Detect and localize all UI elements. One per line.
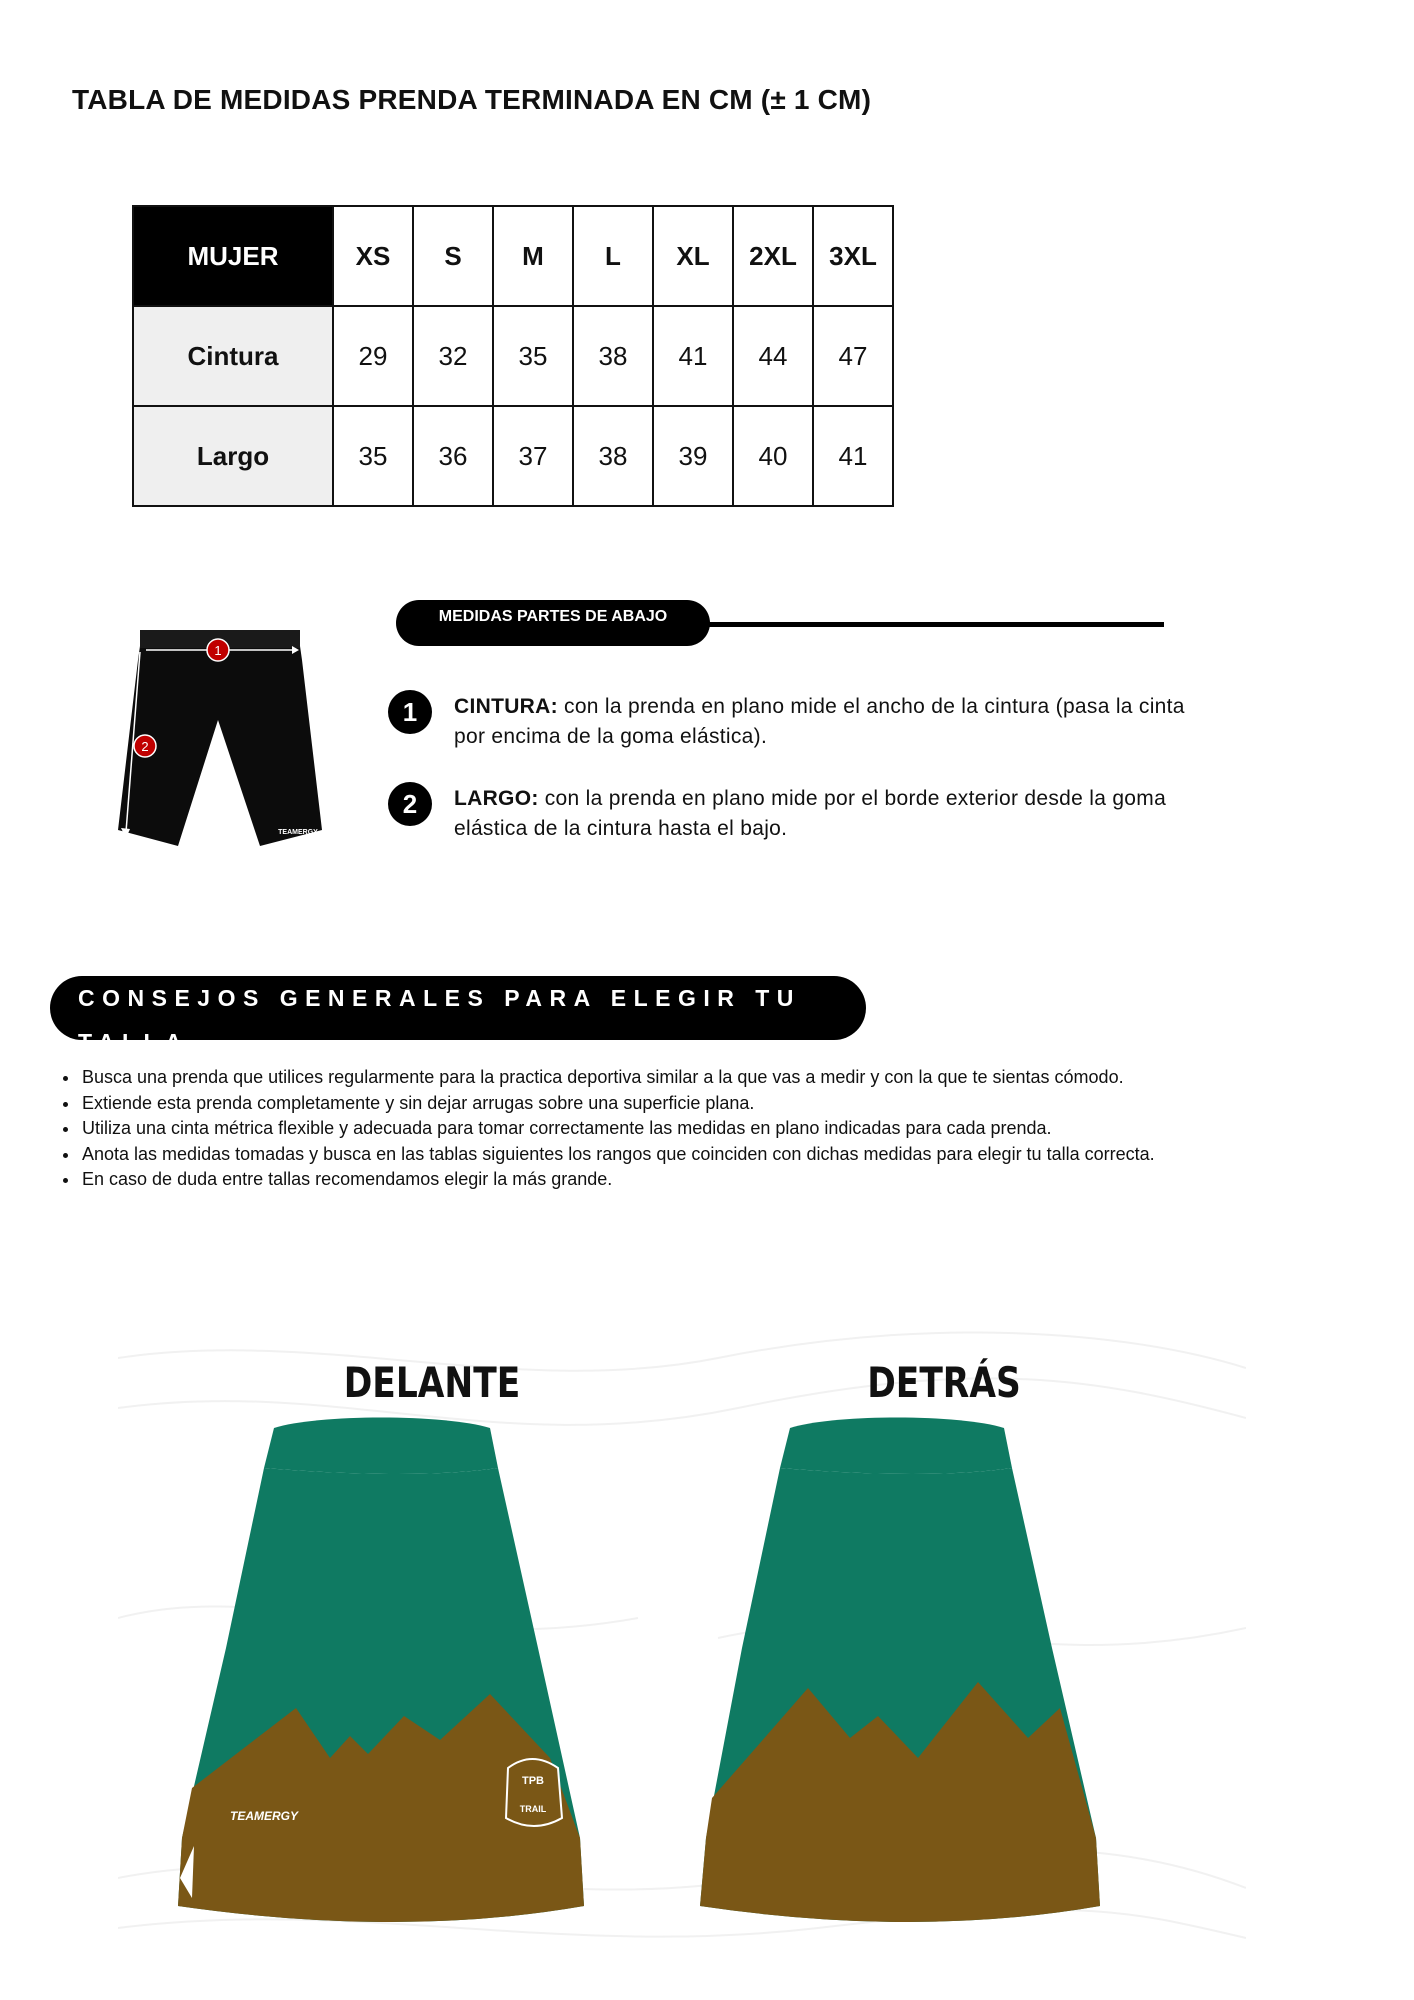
artwork-background bbox=[118, 1318, 1246, 1964]
row-label-largo: Largo bbox=[133, 406, 333, 506]
table-cell: 35 bbox=[333, 406, 413, 506]
badge-top-text: TPB bbox=[522, 1775, 544, 1787]
skirt-artwork bbox=[118, 1318, 1246, 1964]
back-label: DETRÁS bbox=[867, 1358, 1021, 1407]
table-cell: 38 bbox=[573, 406, 653, 506]
row-label-cintura: Cintura bbox=[133, 306, 333, 406]
badge-bottom-text: TRAIL bbox=[519, 1804, 547, 1814]
size-3xl: 3XL bbox=[813, 206, 893, 306]
shorts-brand-logo: TEAMERGY bbox=[278, 829, 318, 836]
front-brand-logo: TEAMERGY bbox=[230, 1809, 299, 1823]
size-s: S bbox=[413, 206, 493, 306]
marker-2-label: 2 bbox=[141, 739, 149, 754]
step-number-2: 2 bbox=[388, 782, 432, 826]
size-xs: XS bbox=[333, 206, 413, 306]
table-cell: 41 bbox=[813, 406, 893, 506]
size-2xl: 2XL bbox=[733, 206, 813, 306]
page-title: TABLA DE MEDIDAS PRENDA TERMINADA EN CM (± 1 CM) bbox=[72, 84, 872, 115]
table-cell: 37 bbox=[493, 406, 573, 506]
size-m: M bbox=[493, 206, 573, 306]
list-item: • Anota las medidas tomadas y busca en las tablas siguientes los rangos que coinciden con dichas medidas para elegir tu talla correcta. bbox=[80, 1142, 1155, 1168]
size-table bbox=[132, 205, 894, 507]
marker-1-label: 1 bbox=[214, 643, 222, 658]
table-cell: 32 bbox=[413, 306, 493, 406]
table-cell: 36 bbox=[413, 406, 493, 506]
trail-badge-icon bbox=[506, 1759, 562, 1826]
front-waistband bbox=[264, 1418, 498, 1475]
table-row bbox=[133, 306, 893, 406]
table-cell: 40 bbox=[733, 406, 813, 506]
table-cell: 39 bbox=[653, 406, 733, 506]
gender-header: MUJER bbox=[133, 206, 333, 306]
measures-section-title: MEDIDAS PARTES DE ABAJO bbox=[396, 600, 710, 646]
table-row bbox=[133, 406, 893, 506]
step-2-label: LARGO: bbox=[454, 787, 539, 810]
step-2-description: con la prenda en plano mide por el borde exterior desde la goma elástica de la cintura hasta el bajo. bbox=[454, 787, 1167, 840]
table-cell: 41 bbox=[653, 306, 733, 406]
table-cell: 44 bbox=[733, 306, 813, 406]
step-1-label: CINTURA: bbox=[454, 695, 558, 718]
size-l: L bbox=[573, 206, 653, 306]
step-number-1: 1 bbox=[388, 690, 432, 734]
table-cell: 29 bbox=[333, 306, 413, 406]
back-skirt bbox=[700, 1418, 1100, 1923]
list-item: • En caso de duda entre tallas recomendamos elegir la más grande. bbox=[80, 1167, 1155, 1193]
size-header-row bbox=[133, 206, 893, 306]
shorts-diagram bbox=[110, 620, 330, 860]
step-2-text bbox=[454, 784, 1214, 844]
length-arrow-head bbox=[121, 828, 130, 838]
section-divider-line bbox=[700, 622, 1164, 627]
list-item: • Busca una prenda que utilices regularmente para la practica deportiva similar a la que vas a medir y con la que te sientas cómodo. bbox=[80, 1065, 1155, 1091]
tips-list bbox=[54, 1065, 1155, 1193]
step-1-text bbox=[454, 692, 1214, 752]
back-waistband bbox=[780, 1418, 1012, 1475]
front-label: DELANTE bbox=[343, 1358, 521, 1407]
list-item: • Extiende esta prenda completamente y sin dejar arrugas sobre una superficie plana. bbox=[80, 1091, 1155, 1117]
table-cell: 38 bbox=[573, 306, 653, 406]
size-xl: XL bbox=[653, 206, 733, 306]
step-1-description: con la prenda en plano mide el ancho de la cintura (pasa la cinta por encima de la goma elástica). bbox=[454, 695, 1185, 748]
table-cell: 35 bbox=[493, 306, 573, 406]
list-item: • Utiliza una cinta métrica flexible y adecuada para tomar correctamente las medidas en plano indicadas para cada prenda. bbox=[80, 1116, 1155, 1142]
table-cell: 47 bbox=[813, 306, 893, 406]
front-skirt bbox=[178, 1418, 584, 1923]
advice-section-title: CONSEJOS GENERALES PARA ELEGIR TU TALLA bbox=[50, 976, 866, 1040]
